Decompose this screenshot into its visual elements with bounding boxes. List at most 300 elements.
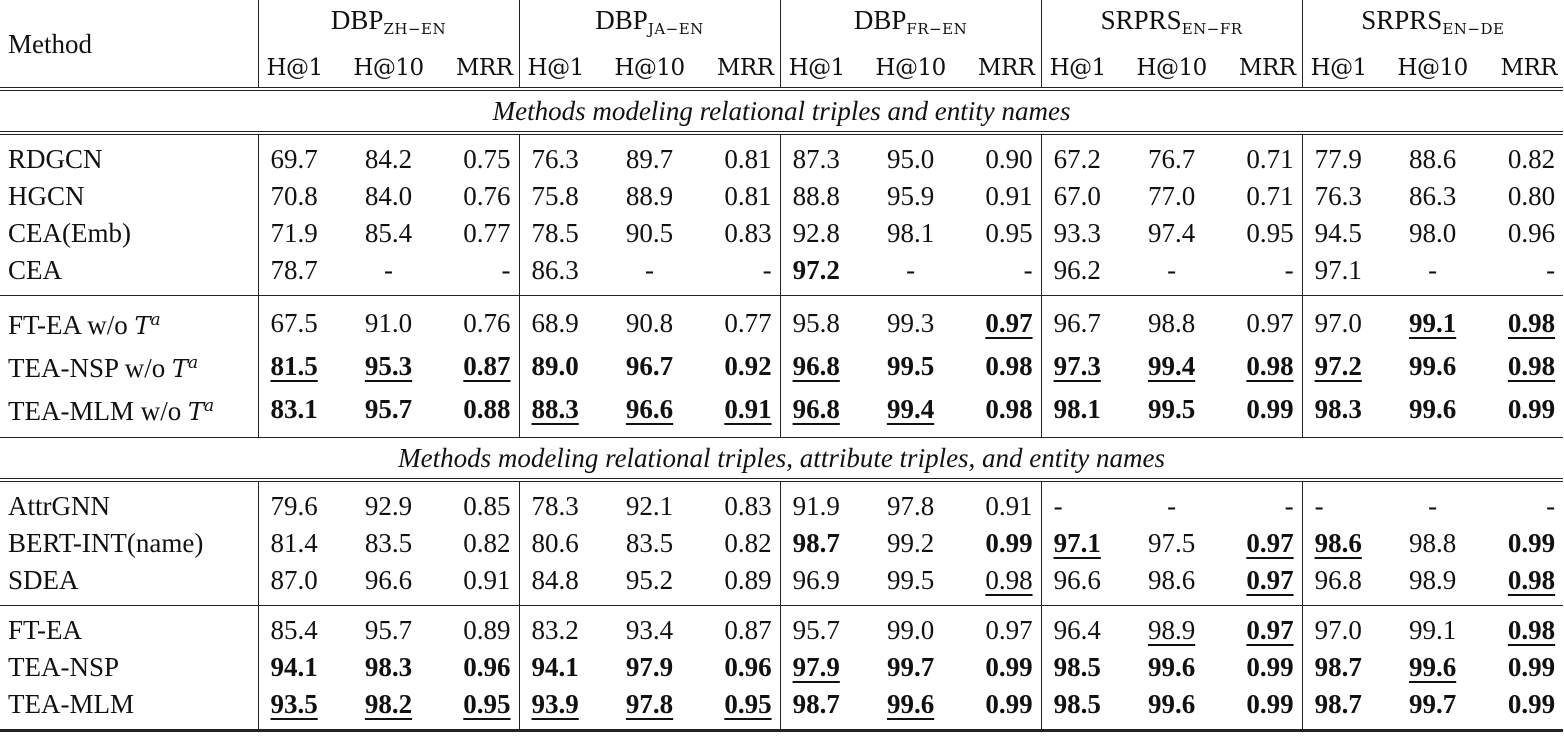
value-cell <box>1476 686 1563 723</box>
value-cell <box>1389 345 1476 388</box>
metric-value: 92.9 <box>364 491 413 521</box>
value-cell <box>1128 302 1215 345</box>
value-cell <box>432 345 519 388</box>
metric-value: 0.82 <box>463 528 511 558</box>
spacer-cell <box>0 723 258 731</box>
value-cell <box>954 488 1041 525</box>
spacer-row <box>0 133 1563 141</box>
value-cell <box>1128 649 1215 686</box>
value-cell <box>1389 649 1476 686</box>
value-cell <box>258 562 345 599</box>
value-cell <box>258 525 345 562</box>
spacer-cell <box>258 133 345 141</box>
value-cell <box>1302 252 1389 289</box>
dataset-group-header <box>519 0 780 49</box>
metric-value: 0.95 <box>985 218 1033 248</box>
table-row <box>0 215 1563 252</box>
dataset-language-pair: EN−DE <box>1442 20 1505 38</box>
metric-value: - <box>1284 491 1294 521</box>
metric-value: - <box>1167 491 1177 521</box>
method-name-cell <box>0 525 258 562</box>
metric-value: 92.1 <box>625 491 674 521</box>
metric-value: 85.4 <box>270 615 318 645</box>
value-cell <box>1128 525 1215 562</box>
value-cell <box>867 178 954 215</box>
metric-value: 97.9 <box>792 652 840 682</box>
method-name: HGCN <box>8 181 85 211</box>
value-cell <box>1041 345 1128 388</box>
value-cell <box>780 686 867 723</box>
spacer-cell <box>954 133 1041 141</box>
spacer-cell <box>1215 133 1302 141</box>
spacer-cell <box>693 133 780 141</box>
metric-value: 96.6 <box>625 394 674 424</box>
spacer-cell <box>954 480 1041 488</box>
metric-value: 0.91 <box>985 181 1033 211</box>
value-cell <box>606 488 693 525</box>
section-header-row <box>0 89 1563 133</box>
value-cell <box>258 649 345 686</box>
value-cell <box>1389 252 1476 289</box>
value-cell <box>345 345 432 388</box>
metric-value: 96.4 <box>1053 615 1101 645</box>
metric-value: 80.6 <box>531 528 579 558</box>
value-cell <box>1041 525 1128 562</box>
metric-value: 0.87 <box>463 351 511 381</box>
metric-value: 0.99 <box>1246 689 1294 719</box>
metric-value: 81.4 <box>270 528 318 558</box>
metric-header: H@1 <box>1041 49 1128 89</box>
metric-value: 95.3 <box>364 351 413 381</box>
value-cell <box>1041 302 1128 345</box>
value-cell <box>345 215 432 252</box>
metric-value: 0.76 <box>463 308 511 338</box>
metric-value: 77.0 <box>1147 181 1196 211</box>
metric-value: 0.99 <box>1507 689 1556 719</box>
value-cell <box>1476 141 1563 178</box>
symbol-superscript: a <box>204 396 215 416</box>
metric-value: 0.82 <box>1507 144 1556 174</box>
metric-header: H@10 <box>1389 49 1476 89</box>
value-cell <box>519 345 606 388</box>
value-cell <box>1389 562 1476 599</box>
metric-value: 0.98 <box>985 394 1033 424</box>
metric-value: 95.7 <box>364 394 413 424</box>
method-name-cell <box>0 141 258 178</box>
spacer-cell <box>693 723 780 731</box>
metric-value: 99.4 <box>886 394 935 424</box>
value-cell <box>780 525 867 562</box>
metric-value: 97.9 <box>625 652 674 682</box>
metric-value: 0.99 <box>1246 652 1294 682</box>
metric-value: 79.6 <box>270 491 318 521</box>
value-cell <box>1041 215 1128 252</box>
value-cell <box>1302 686 1389 723</box>
metric-value: 0.99 <box>1246 394 1294 424</box>
metric-value: 0.95 <box>724 689 772 719</box>
value-cell <box>345 612 432 649</box>
value-cell <box>1215 178 1302 215</box>
spacer-cell <box>1128 480 1215 488</box>
value-cell <box>258 488 345 525</box>
spacer-cell <box>1302 133 1389 141</box>
symbol-t: T <box>187 398 204 426</box>
metric-value: 95.7 <box>364 615 413 645</box>
metric-value: 98.5 <box>1053 689 1101 719</box>
value-cell <box>258 141 345 178</box>
value-cell <box>693 612 780 649</box>
value-cell <box>1389 686 1476 723</box>
table-header <box>0 0 1563 89</box>
metric-value: 0.99 <box>1507 394 1556 424</box>
dataset-language-pair: FR−EN <box>906 20 968 38</box>
value-cell <box>1215 649 1302 686</box>
metric-value: 84.2 <box>364 144 413 174</box>
metric-value: 99.6 <box>1147 652 1196 682</box>
spacer-cell <box>1476 723 1563 731</box>
metric-value: - <box>1053 491 1063 521</box>
value-cell <box>1389 488 1476 525</box>
value-cell <box>258 345 345 388</box>
metric-value: 99.1 <box>1408 615 1457 645</box>
metric-value: 78.5 <box>531 218 579 248</box>
metric-value: 96.7 <box>625 351 674 381</box>
metric-value: 98.0 <box>1408 218 1457 248</box>
metric-value: 90.5 <box>625 218 674 248</box>
metric-value: 0.99 <box>985 652 1033 682</box>
spacer-cell <box>1476 480 1563 488</box>
value-cell <box>432 562 519 599</box>
symbol-superscript: a <box>150 310 161 330</box>
value-cell <box>519 302 606 345</box>
metric-value: 99.6 <box>886 689 935 719</box>
metric-value: 87.3 <box>792 144 840 174</box>
table-row <box>0 525 1563 562</box>
value-cell <box>867 345 954 388</box>
value-cell <box>1215 562 1302 599</box>
value-cell <box>1389 178 1476 215</box>
spacer-cell <box>1389 133 1476 141</box>
method-name: TEA-MLM <box>8 689 134 719</box>
metric-value: - <box>1023 255 1033 285</box>
method-name: AttrGNN <box>8 491 110 521</box>
value-cell <box>1302 612 1389 649</box>
metric-value: 0.81 <box>724 144 772 174</box>
section-title: Methods modeling relational triples, attribute triples, and entity names <box>0 438 1563 481</box>
metric-value: 0.98 <box>985 565 1033 595</box>
spacer-cell <box>432 723 519 731</box>
value-cell <box>1476 178 1563 215</box>
metric-header: MRR <box>1476 49 1563 89</box>
metric-value: 91.0 <box>364 308 413 338</box>
value-cell <box>258 612 345 649</box>
value-cell <box>432 141 519 178</box>
metric-value: 0.95 <box>463 689 511 719</box>
spacer-cell <box>519 723 606 731</box>
metric-value: 99.0 <box>886 615 935 645</box>
value-cell <box>693 562 780 599</box>
spacer-cell <box>519 480 606 488</box>
metric-value: 99.3 <box>886 308 935 338</box>
dataset-name: DBP <box>595 5 648 35</box>
method-name-cell <box>0 345 258 388</box>
metric-value: 86.3 <box>1408 181 1457 211</box>
dataset-group-header <box>780 0 1041 49</box>
value-cell <box>1041 178 1128 215</box>
value-cell <box>606 388 693 431</box>
metric-value: 0.90 <box>985 144 1033 174</box>
value-cell <box>519 178 606 215</box>
value-cell <box>1302 178 1389 215</box>
spacer-cell <box>0 480 258 488</box>
metric-value: 67.0 <box>1053 181 1101 211</box>
value-cell <box>606 612 693 649</box>
value-cell <box>780 215 867 252</box>
metric-value: 94.5 <box>1314 218 1362 248</box>
dataset-name: SRPRS <box>1361 5 1443 35</box>
value-cell <box>1041 388 1128 431</box>
metric-value: 78.3 <box>531 491 579 521</box>
spacer-cell <box>1476 133 1563 141</box>
symbol-superscript: a <box>188 353 199 373</box>
value-cell <box>606 252 693 289</box>
value-cell <box>519 686 606 723</box>
value-cell <box>345 141 432 178</box>
metric-value: 99.2 <box>886 528 935 558</box>
metric-value: 96.6 <box>1053 565 1101 595</box>
value-cell <box>1215 141 1302 178</box>
spacer-cell <box>1041 480 1128 488</box>
value-cell <box>345 686 432 723</box>
value-cell <box>1128 562 1215 599</box>
value-cell <box>258 252 345 289</box>
value-cell <box>1389 302 1476 345</box>
metric-value: 94.1 <box>531 652 579 682</box>
value-cell <box>1215 488 1302 525</box>
value-cell <box>693 388 780 431</box>
metric-value: 71.9 <box>270 218 318 248</box>
value-cell <box>780 388 867 431</box>
value-cell <box>1476 252 1563 289</box>
metric-value: 0.98 <box>1507 351 1556 381</box>
method-name-cell <box>0 686 258 723</box>
metric-value: 0.97 <box>985 308 1033 338</box>
metric-value: 97.1 <box>1053 528 1101 558</box>
metric-value: 98.1 <box>1053 394 1101 424</box>
spacer-cell <box>867 480 954 488</box>
value-cell <box>345 649 432 686</box>
metric-value: 76.3 <box>531 144 579 174</box>
value-cell <box>693 525 780 562</box>
value-cell <box>780 612 867 649</box>
table-row <box>0 562 1563 599</box>
value-cell <box>258 178 345 215</box>
value-cell <box>954 252 1041 289</box>
metric-value: 0.98 <box>1507 615 1556 645</box>
value-cell <box>780 649 867 686</box>
spacer-cell <box>1128 133 1215 141</box>
table-row <box>0 178 1563 215</box>
metric-header: H@1 <box>780 49 867 89</box>
dataset-name: DBP <box>330 5 384 35</box>
metric-value: 93.4 <box>625 615 674 645</box>
value-cell <box>1128 612 1215 649</box>
method-name: FT-EA <box>8 615 83 645</box>
metric-value: 0.85 <box>463 491 511 521</box>
value-cell <box>867 388 954 431</box>
method-name-cell <box>0 215 258 252</box>
metric-value: 0.82 <box>724 528 772 558</box>
value-cell <box>1476 649 1563 686</box>
value-cell <box>432 649 519 686</box>
spacer-cell <box>258 480 345 488</box>
table-row <box>0 388 1563 431</box>
metric-value: - <box>906 255 916 285</box>
method-name: SDEA <box>8 565 79 595</box>
value-cell <box>1128 215 1215 252</box>
spacer-cell <box>780 133 867 141</box>
value-cell <box>1389 612 1476 649</box>
spacer-cell <box>606 723 693 731</box>
value-cell <box>432 686 519 723</box>
value-cell <box>432 252 519 289</box>
method-name-cell <box>0 649 258 686</box>
value-cell <box>1476 525 1563 562</box>
value-cell <box>606 215 693 252</box>
method-name: TEA-NSP w/o <box>8 353 166 383</box>
metric-value: 85.4 <box>364 218 413 248</box>
value-cell <box>867 488 954 525</box>
metric-value: 87.0 <box>270 565 318 595</box>
spacer-cell <box>345 133 432 141</box>
value-cell <box>606 562 693 599</box>
metric-value: 88.6 <box>1408 144 1457 174</box>
value-cell <box>258 388 345 431</box>
metric-value: 99.6 <box>1408 394 1457 424</box>
spacer-cell <box>1302 480 1389 488</box>
spacer-cell <box>693 480 780 488</box>
metric-value: 98.8 <box>1408 528 1457 558</box>
metric-value: 0.89 <box>463 615 511 645</box>
spacer-cell <box>432 133 519 141</box>
metric-value: 99.7 <box>1408 689 1457 719</box>
metric-header: H@10 <box>867 49 954 89</box>
metric-value: 95.7 <box>792 615 840 645</box>
value-cell <box>1215 612 1302 649</box>
metric-value: 84.0 <box>364 181 413 211</box>
metric-value: 97.8 <box>625 689 674 719</box>
value-cell <box>519 562 606 599</box>
metric-value: 98.8 <box>1147 308 1196 338</box>
metric-value: 0.96 <box>1507 218 1556 248</box>
metric-value: 97.2 <box>792 255 840 285</box>
metric-value: 99.5 <box>886 565 935 595</box>
table-row <box>0 488 1563 525</box>
value-cell <box>1302 345 1389 388</box>
dataset-language-pair: ZH−EN <box>383 20 447 38</box>
metric-value: 97.1 <box>1314 255 1362 285</box>
value-cell <box>606 141 693 178</box>
metric-value: 0.97 <box>1246 308 1294 338</box>
metric-value: 0.91 <box>985 491 1033 521</box>
metric-value: - <box>762 255 772 285</box>
value-cell <box>780 562 867 599</box>
spacer-cell <box>1215 480 1302 488</box>
value-cell <box>1302 488 1389 525</box>
value-cell <box>954 649 1041 686</box>
metric-value: 0.92 <box>724 351 772 381</box>
value-cell <box>1302 141 1389 178</box>
value-cell <box>1128 345 1215 388</box>
metric-value: 0.97 <box>985 615 1033 645</box>
metric-value: 75.8 <box>531 181 579 211</box>
value-cell <box>432 488 519 525</box>
metric-value: 93.3 <box>1053 218 1101 248</box>
table-row <box>0 649 1563 686</box>
metric-value: 0.81 <box>724 181 772 211</box>
value-cell <box>780 252 867 289</box>
metric-value: 0.96 <box>463 652 511 682</box>
value-cell <box>954 562 1041 599</box>
metric-value: 0.91 <box>463 565 511 595</box>
value-cell <box>1476 215 1563 252</box>
metric-value: 0.83 <box>724 491 772 521</box>
metric-header: H@1 <box>519 49 606 89</box>
metric-value: 98.3 <box>364 652 413 682</box>
metric-value: 91.9 <box>792 491 840 521</box>
metric-value: 0.99 <box>985 689 1033 719</box>
metric-value: 98.9 <box>1408 565 1457 595</box>
metric-value: 0.80 <box>1507 181 1556 211</box>
value-cell <box>693 649 780 686</box>
method-name: TEA-MLM w/o <box>8 396 182 426</box>
value-cell <box>258 302 345 345</box>
value-cell <box>432 612 519 649</box>
method-column-header: Method <box>0 0 258 89</box>
metric-value: 98.7 <box>792 689 840 719</box>
value-cell <box>1041 141 1128 178</box>
value-cell <box>867 252 954 289</box>
value-cell <box>606 649 693 686</box>
value-cell <box>693 302 780 345</box>
value-cell <box>693 488 780 525</box>
value-cell <box>954 141 1041 178</box>
metric-value: 92.8 <box>792 218 840 248</box>
metric-value: 0.98 <box>985 351 1033 381</box>
metric-value: 77.9 <box>1314 144 1362 174</box>
value-cell <box>693 215 780 252</box>
value-cell <box>954 215 1041 252</box>
metric-value: 81.5 <box>270 351 318 381</box>
value-cell <box>345 178 432 215</box>
value-cell <box>867 649 954 686</box>
metric-value: 0.95 <box>1246 218 1294 248</box>
value-cell <box>1041 612 1128 649</box>
method-name: TEA-NSP <box>8 652 120 682</box>
metric-value: - <box>645 255 655 285</box>
method-name: CEA <box>8 255 62 285</box>
value-cell <box>693 252 780 289</box>
metric-value: 94.1 <box>270 652 318 682</box>
value-cell <box>1476 388 1563 431</box>
value-cell <box>1476 488 1563 525</box>
spacer-cell <box>1215 723 1302 731</box>
value-cell <box>1302 215 1389 252</box>
spacer-cell <box>867 723 954 731</box>
metric-value: 90.8 <box>625 308 674 338</box>
metric-value: 96.6 <box>364 565 413 595</box>
method-name-cell <box>0 252 258 289</box>
